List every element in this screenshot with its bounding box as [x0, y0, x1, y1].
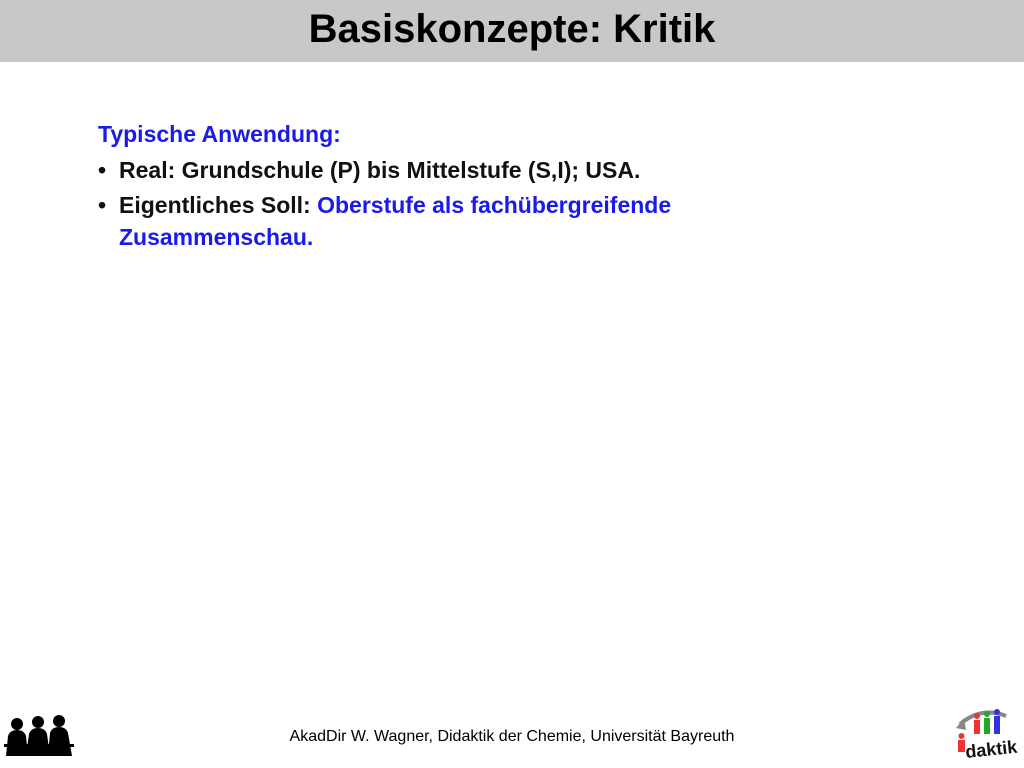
bullet-text [119, 154, 640, 186]
bullet-text [119, 189, 858, 253]
bullet-highlight: Oberstufe als fachübergreifende Zusammenschau. [119, 192, 672, 250]
footer-text: AkadDir W. Wagner, Didaktik der Chemie, Universität Bayreuth [289, 728, 735, 745]
section-heading: Typische Anwendung: [98, 121, 341, 147]
slide-content [98, 118, 858, 256]
bullet-item-1 [98, 154, 858, 186]
bullet-lead: Eigentliches Soll: [119, 192, 318, 218]
bullet-item-2 [98, 189, 858, 253]
bullet-glyph: • [98, 157, 107, 183]
didaktik-logo-icon [946, 704, 1022, 767]
didaktik-logo-text: daktik [964, 736, 1019, 762]
bullet-glyph: • [98, 192, 107, 218]
title-bar [0, 0, 1024, 62]
bullet-lead: Real: Grundschule (P) bis Mittelstufe (S,I); USA. [119, 157, 641, 183]
slide-title: Basiskonzepte: Kritik [308, 7, 716, 51]
